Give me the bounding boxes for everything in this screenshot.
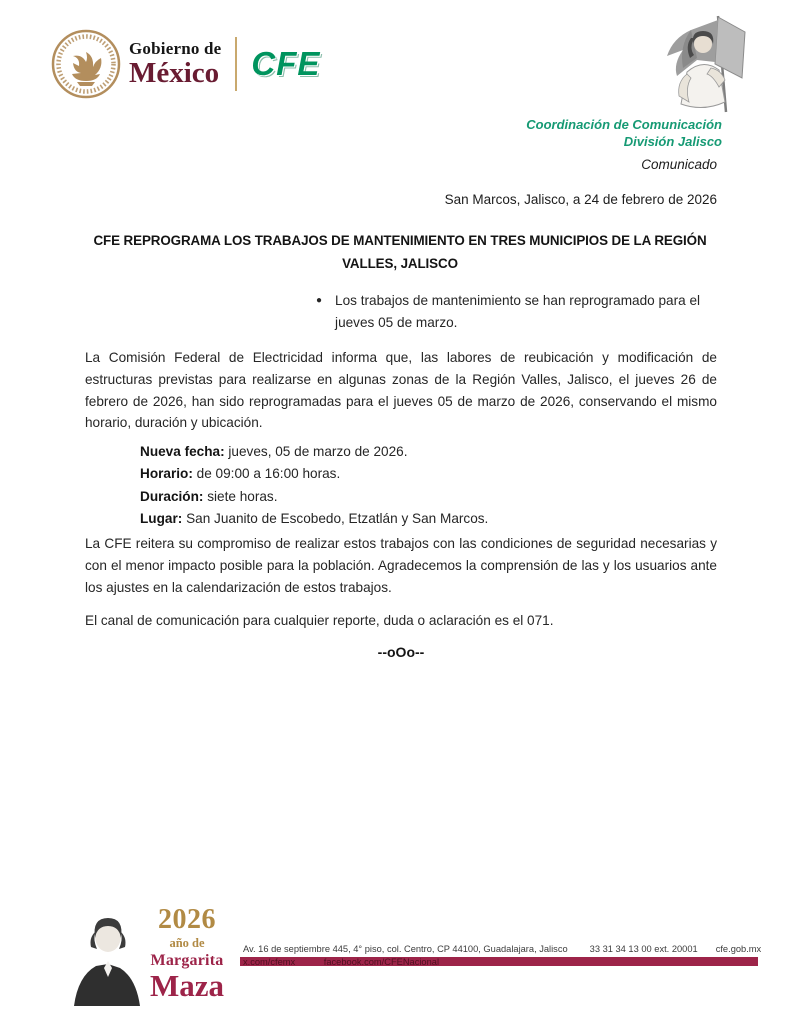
paragraph-3: El canal de comunicación para cualquier reporte, duda o aclaración es el 071. [85, 613, 554, 628]
footer-address: Av. 16 de septiembre 445, 4° piso, col. Centro, CP 44100, Guadalajara, Jalisco [243, 944, 568, 954]
gobierno-line2: México [129, 57, 220, 89]
end-separator: --oOo-- [377, 644, 425, 660]
emblem-year: 2026 [158, 904, 216, 935]
footer-contact-line [243, 944, 762, 954]
paragraph-1: La Comisión Federal de Electricidad informa que, las labores de reubicación y modificación de estructuras previstas para realizarse en algunas zonas de la Región Valles, Jalisco, el jueves 26 de febrero de 2026, han sido reprogramadas para el jueves 05 de marzo de 2026, conservando el mismo horario, duración y ubicación. [85, 350, 717, 431]
detail-value: de 09:00 a 16:00 horas. [192, 466, 341, 482]
detail-label: Duración: [140, 488, 204, 504]
emblem-year-sub: año de [169, 936, 205, 950]
detail-horario [140, 463, 488, 485]
office-line1: Coordinación de Comunicación [526, 117, 722, 132]
paragraph-2: La CFE reitera su compromiso de realizar estos trabajos con las condiciones de seguridad necesarias y con el menor impacto posible para la población. Agradecemos la comprensión de las y los usuarios ante los ajustes en la calendarización de estos trabajos. [85, 536, 717, 595]
document-type: Comunicado [641, 157, 717, 172]
dateline: San Marcos, Jalisco, a 24 de febrero de 2026 [444, 192, 717, 207]
margarita-maza-portrait-icon [64, 906, 148, 1006]
footer-website: cfe.gob.mx [715, 944, 762, 954]
gobierno-line1: Gobierno de [129, 39, 222, 58]
woman-with-flag-icon [653, 12, 748, 118]
detail-duracion [140, 486, 488, 508]
document-title: CFE REPROGRAMA LOS TRABAJOS DE MANTENIMIENTO EN TRES MUNICIPIOS DE LA REGIÓN VALLES, JALISCO [93, 233, 707, 271]
emblem-person-last: Maza [149, 967, 225, 1003]
bullet-text: Los trabajos de mantenimiento se han reprogramado para el jueves 05 de marzo. [335, 293, 701, 330]
bullet-icon: ● [316, 295, 323, 306]
footer-social-x: x.com/cfemx [243, 957, 296, 967]
schedule-details [140, 441, 488, 531]
cfe-logo: CFE [251, 45, 321, 82]
highlight-bullet [316, 290, 718, 334]
detail-nueva-fecha [140, 441, 488, 463]
detail-lugar [140, 508, 488, 530]
footer-phone: 33 31 34 13 00 ext. 20001 [589, 944, 698, 954]
year-emblem [146, 906, 228, 1001]
office-line2: División Jalisco [623, 134, 722, 149]
gobierno-wordmark [129, 40, 221, 88]
header-divider [235, 37, 237, 91]
footer-social-facebook: facebook.com/CFENacional [323, 957, 440, 967]
communication-office [526, 116, 722, 150]
mexican-coat-of-arms-icon [50, 28, 122, 100]
detail-label: Horario: [140, 466, 193, 482]
detail-value: San Juanito de Escobedo, Etzatlán y San Marcos. [182, 511, 489, 527]
detail-value: siete horas. [203, 488, 278, 504]
emblem-person-first: Margarita [150, 951, 224, 969]
footer-social-line [243, 957, 465, 967]
detail-label: Lugar: [140, 511, 183, 527]
detail-value: jueves, 05 de marzo de 2026. [224, 444, 408, 459]
government-header [50, 28, 320, 100]
detail-label: Nueva fecha: [140, 444, 225, 459]
